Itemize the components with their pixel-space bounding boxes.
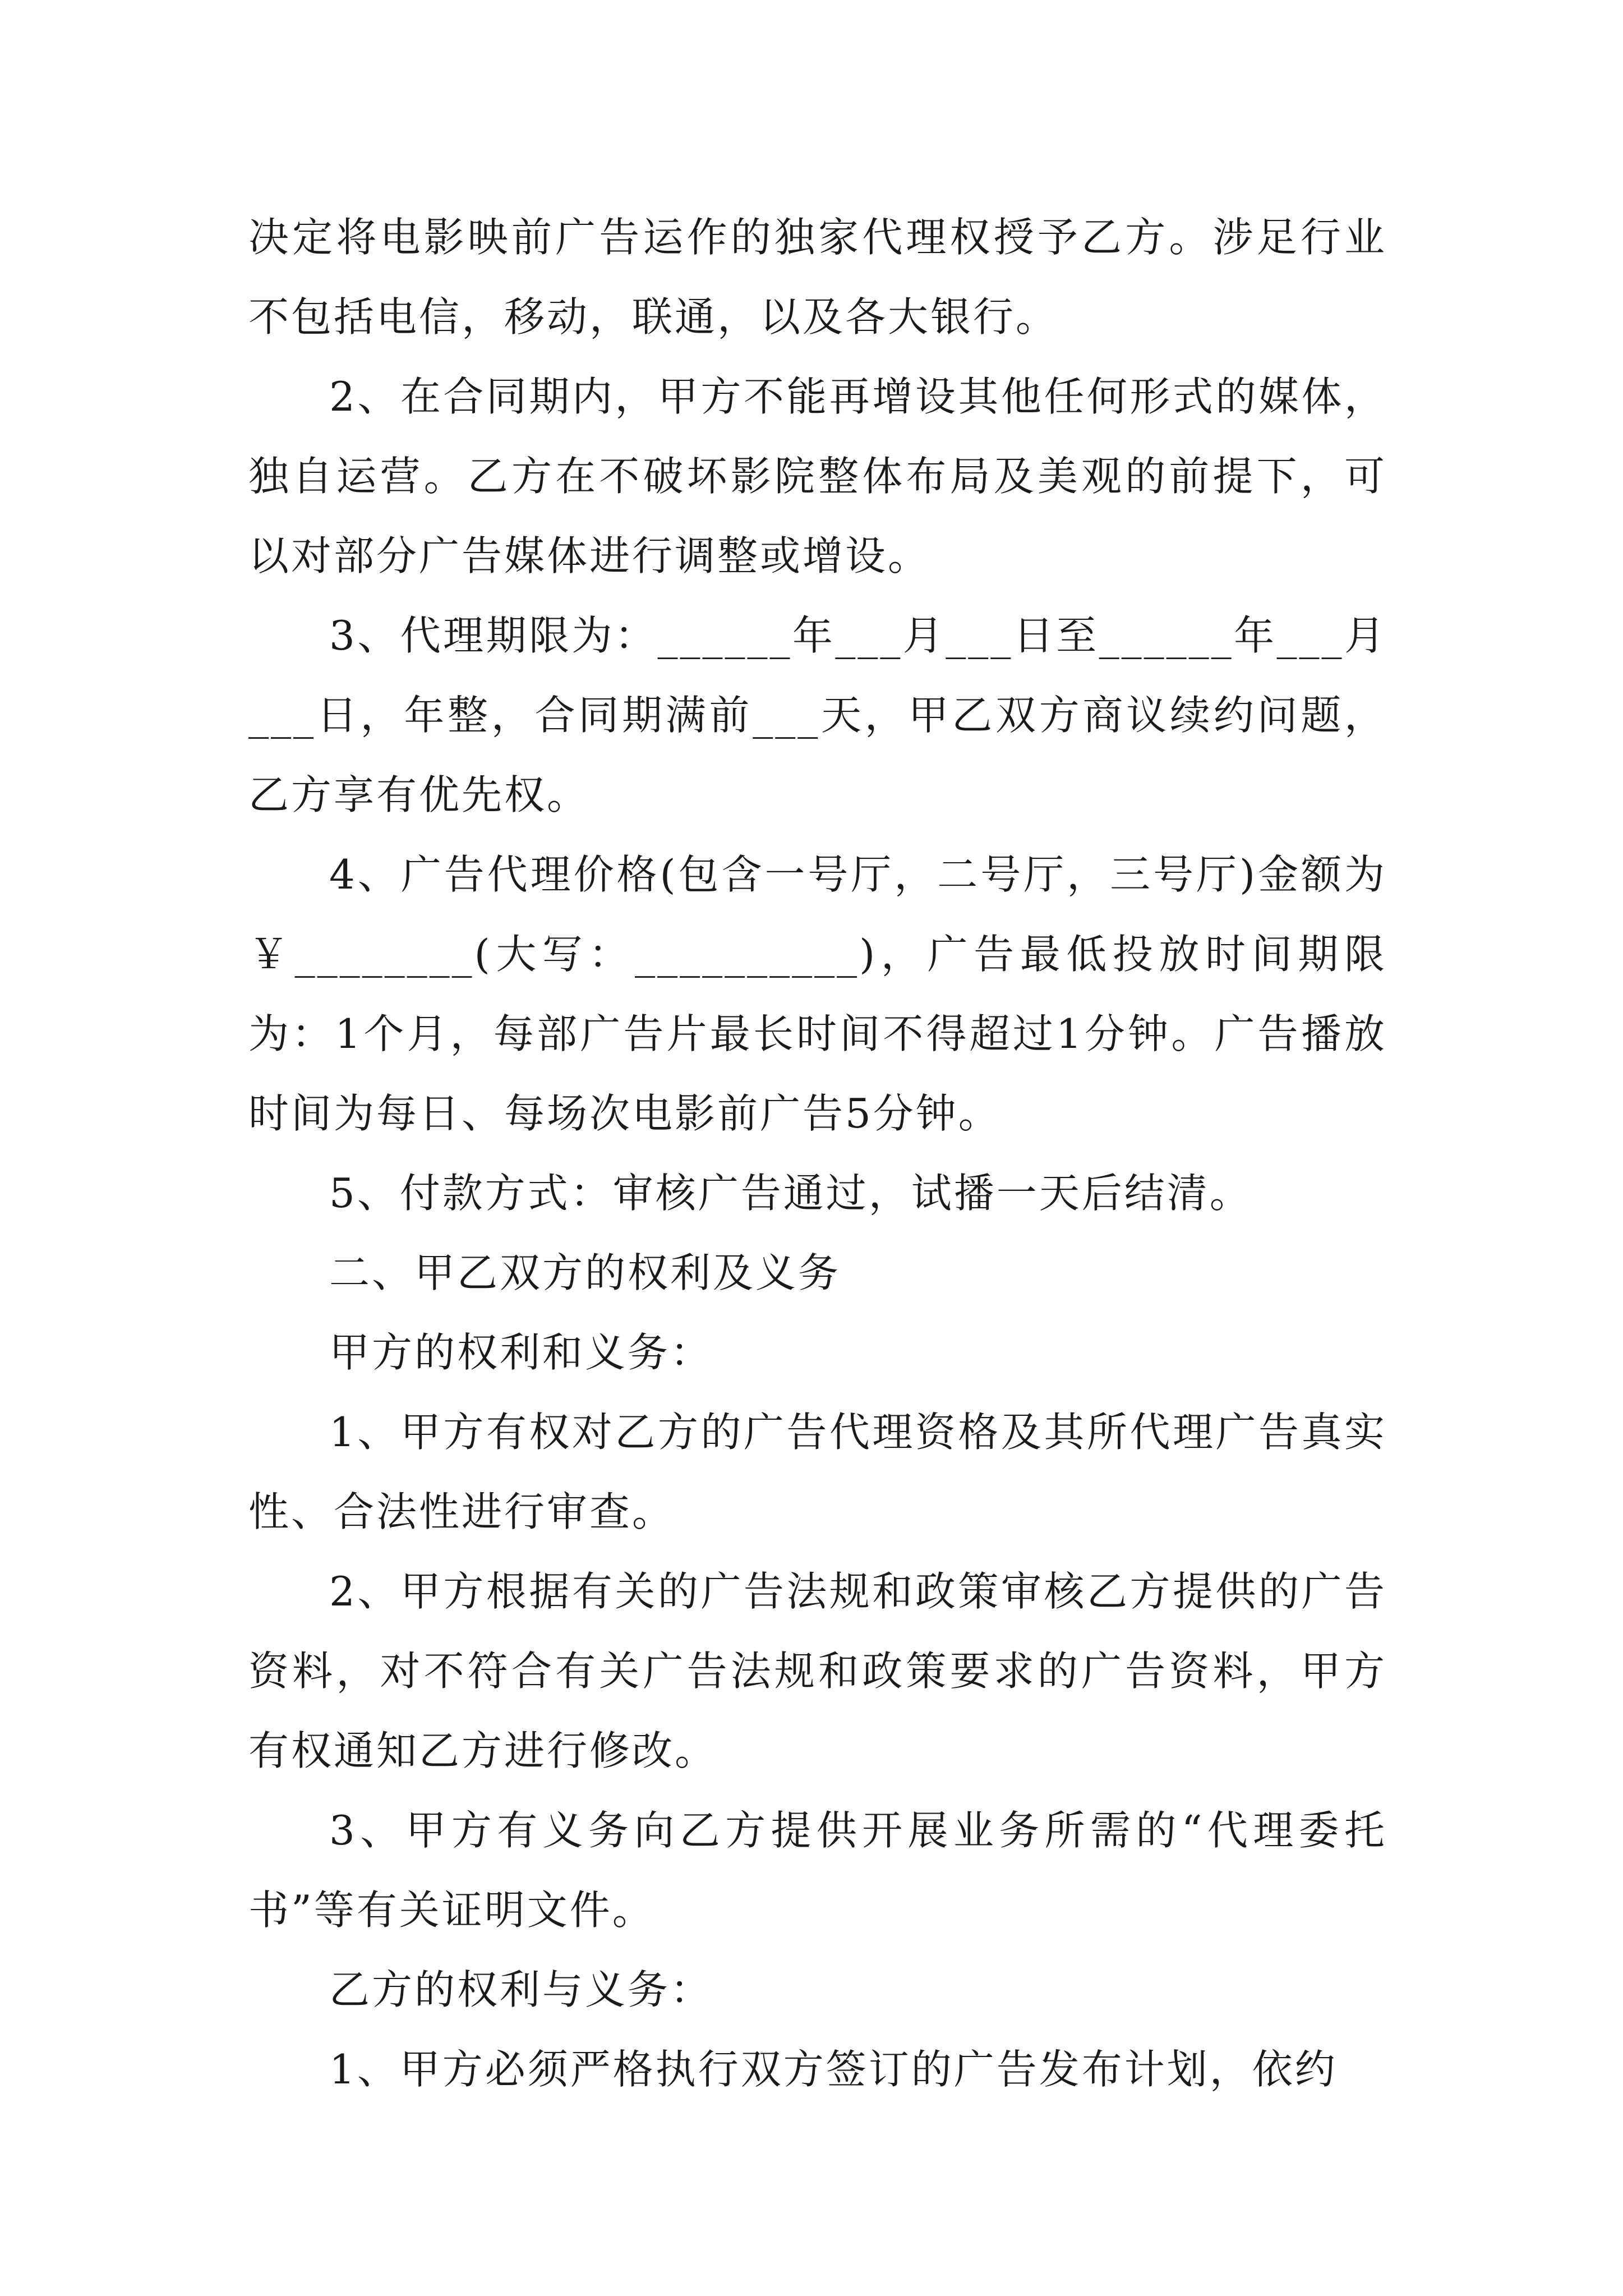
paragraph-b1: 1、甲方必须严格执行双方签订的广告发布计划，依约 bbox=[329, 2046, 1338, 2093]
paragraph-a3: 3、甲方有义务向乙方提供开展业务所需的“代理委托书”等有关证明文件。 bbox=[248, 1807, 1387, 1934]
paragraph-1: 决定将电影映前广告运作的独家代理权授予乙方。涉足行业不包括电信，移动，联通，以及各大银行。 bbox=[248, 214, 1387, 341]
paragraph-4: 4、广告代理价格(包含一号厅，二号厅，三号厅)金额为￥________(大写：__________)，广告最低投放时间期限为：1个月，每部广告片最长时间不得超过1分钟。广告播放时间为每日、每场次电影前广告5分钟。 bbox=[248, 851, 1387, 1137]
section-heading-rights-obligations: 二、甲乙双方的权利及义务 bbox=[329, 1249, 841, 1296]
paragraph-2: 2、在合同期内，甲方不能再增设其他任何形式的媒体，独自运营。乙方在不破坏影院整体布局及美观的前提下，可以对部分广告媒体进行调整或增设。 bbox=[248, 373, 1387, 579]
party-b-heading: 乙方的权利与义务： bbox=[329, 1966, 713, 2013]
paragraph-a2: 2、甲方根据有关的广告法规和政策审核乙方提供的广告资料，对不符合有关广告法规和政策要求的广告资料，甲方有权通知乙方进行修改。 bbox=[248, 1568, 1387, 1774]
paragraph-5: 5、付款方式：审核广告通过，试播一天后结清。 bbox=[329, 1170, 1252, 1217]
paragraph-a1: 1、甲方有权对乙方的广告代理资格及其所代理广告真实性、合法性进行审查。 bbox=[248, 1409, 1387, 1535]
document-body bbox=[248, 197, 1387, 2109]
party-a-heading: 甲方的权利和义务： bbox=[329, 1329, 713, 1376]
paragraph-3: 3、代理期限为：______年___月___日至______年___月___日，年整，合同期满前___天，甲乙双方商议续约问题，乙方享有优先权。 bbox=[248, 612, 1387, 818]
